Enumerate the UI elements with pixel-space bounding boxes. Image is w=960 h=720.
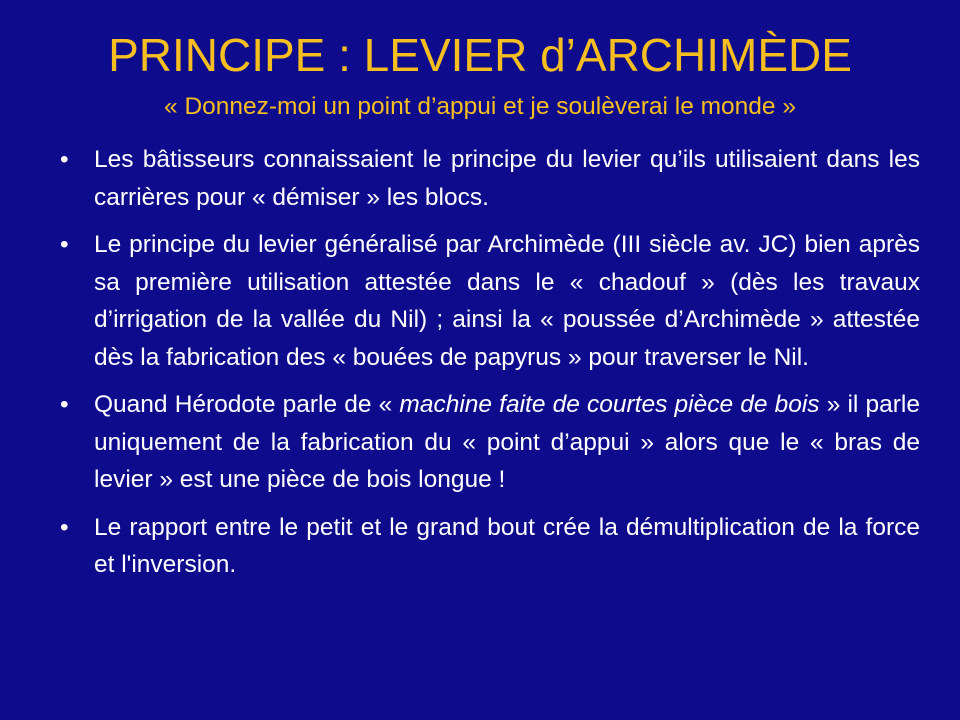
- slide-title: PRINCIPE : LEVIER d’ARCHIMÈDE: [108, 29, 852, 81]
- bullet-text: Le rapport entre le petit et le grand bout crée la démultiplication de la force et l'inversion.: [94, 513, 920, 578]
- bullet-icon: •: [60, 146, 69, 173]
- slide-subtitle: « Donnez-moi un point d’appui et je soulèverai le monde »: [164, 93, 796, 120]
- bullet-item-1: [52, 141, 920, 216]
- bullet-icon: •: [60, 391, 69, 418]
- bullet-text-after: » il parle uniquement de la fabrication du « point d’appui » alors que le « bras de levier » est une pièce de bois longue !: [94, 391, 920, 493]
- bullet-icon: •: [60, 513, 69, 541]
- bullet-item-3: [52, 386, 920, 499]
- bullet-icon: •: [60, 231, 69, 258]
- bullet-item-4: [52, 509, 920, 584]
- bullet-text-italic: machine faite de courtes pièce de bois: [399, 391, 820, 418]
- bullet-item-2: [52, 226, 920, 376]
- bullet-text: Le principe du levier généralisé par Archimède (III siècle av. JC) bien après sa première utilisation attestée dans le « chadouf » (dès les travaux d’irrigation de la vallée du Nil) ; ainsi la « poussée d’Archimède » attestée dès la fabrication des « bouées de papyrus » pour traverser le Nil.: [94, 231, 920, 371]
- bullet-list: [52, 141, 920, 594]
- bullet-text: Les bâtisseurs connaissaient le principe du levier qu’ils utilisaient dans les carrières pour « démiser » les blocs.: [94, 146, 920, 211]
- bullet-text-before: Quand Hérodote parle de «: [94, 391, 400, 418]
